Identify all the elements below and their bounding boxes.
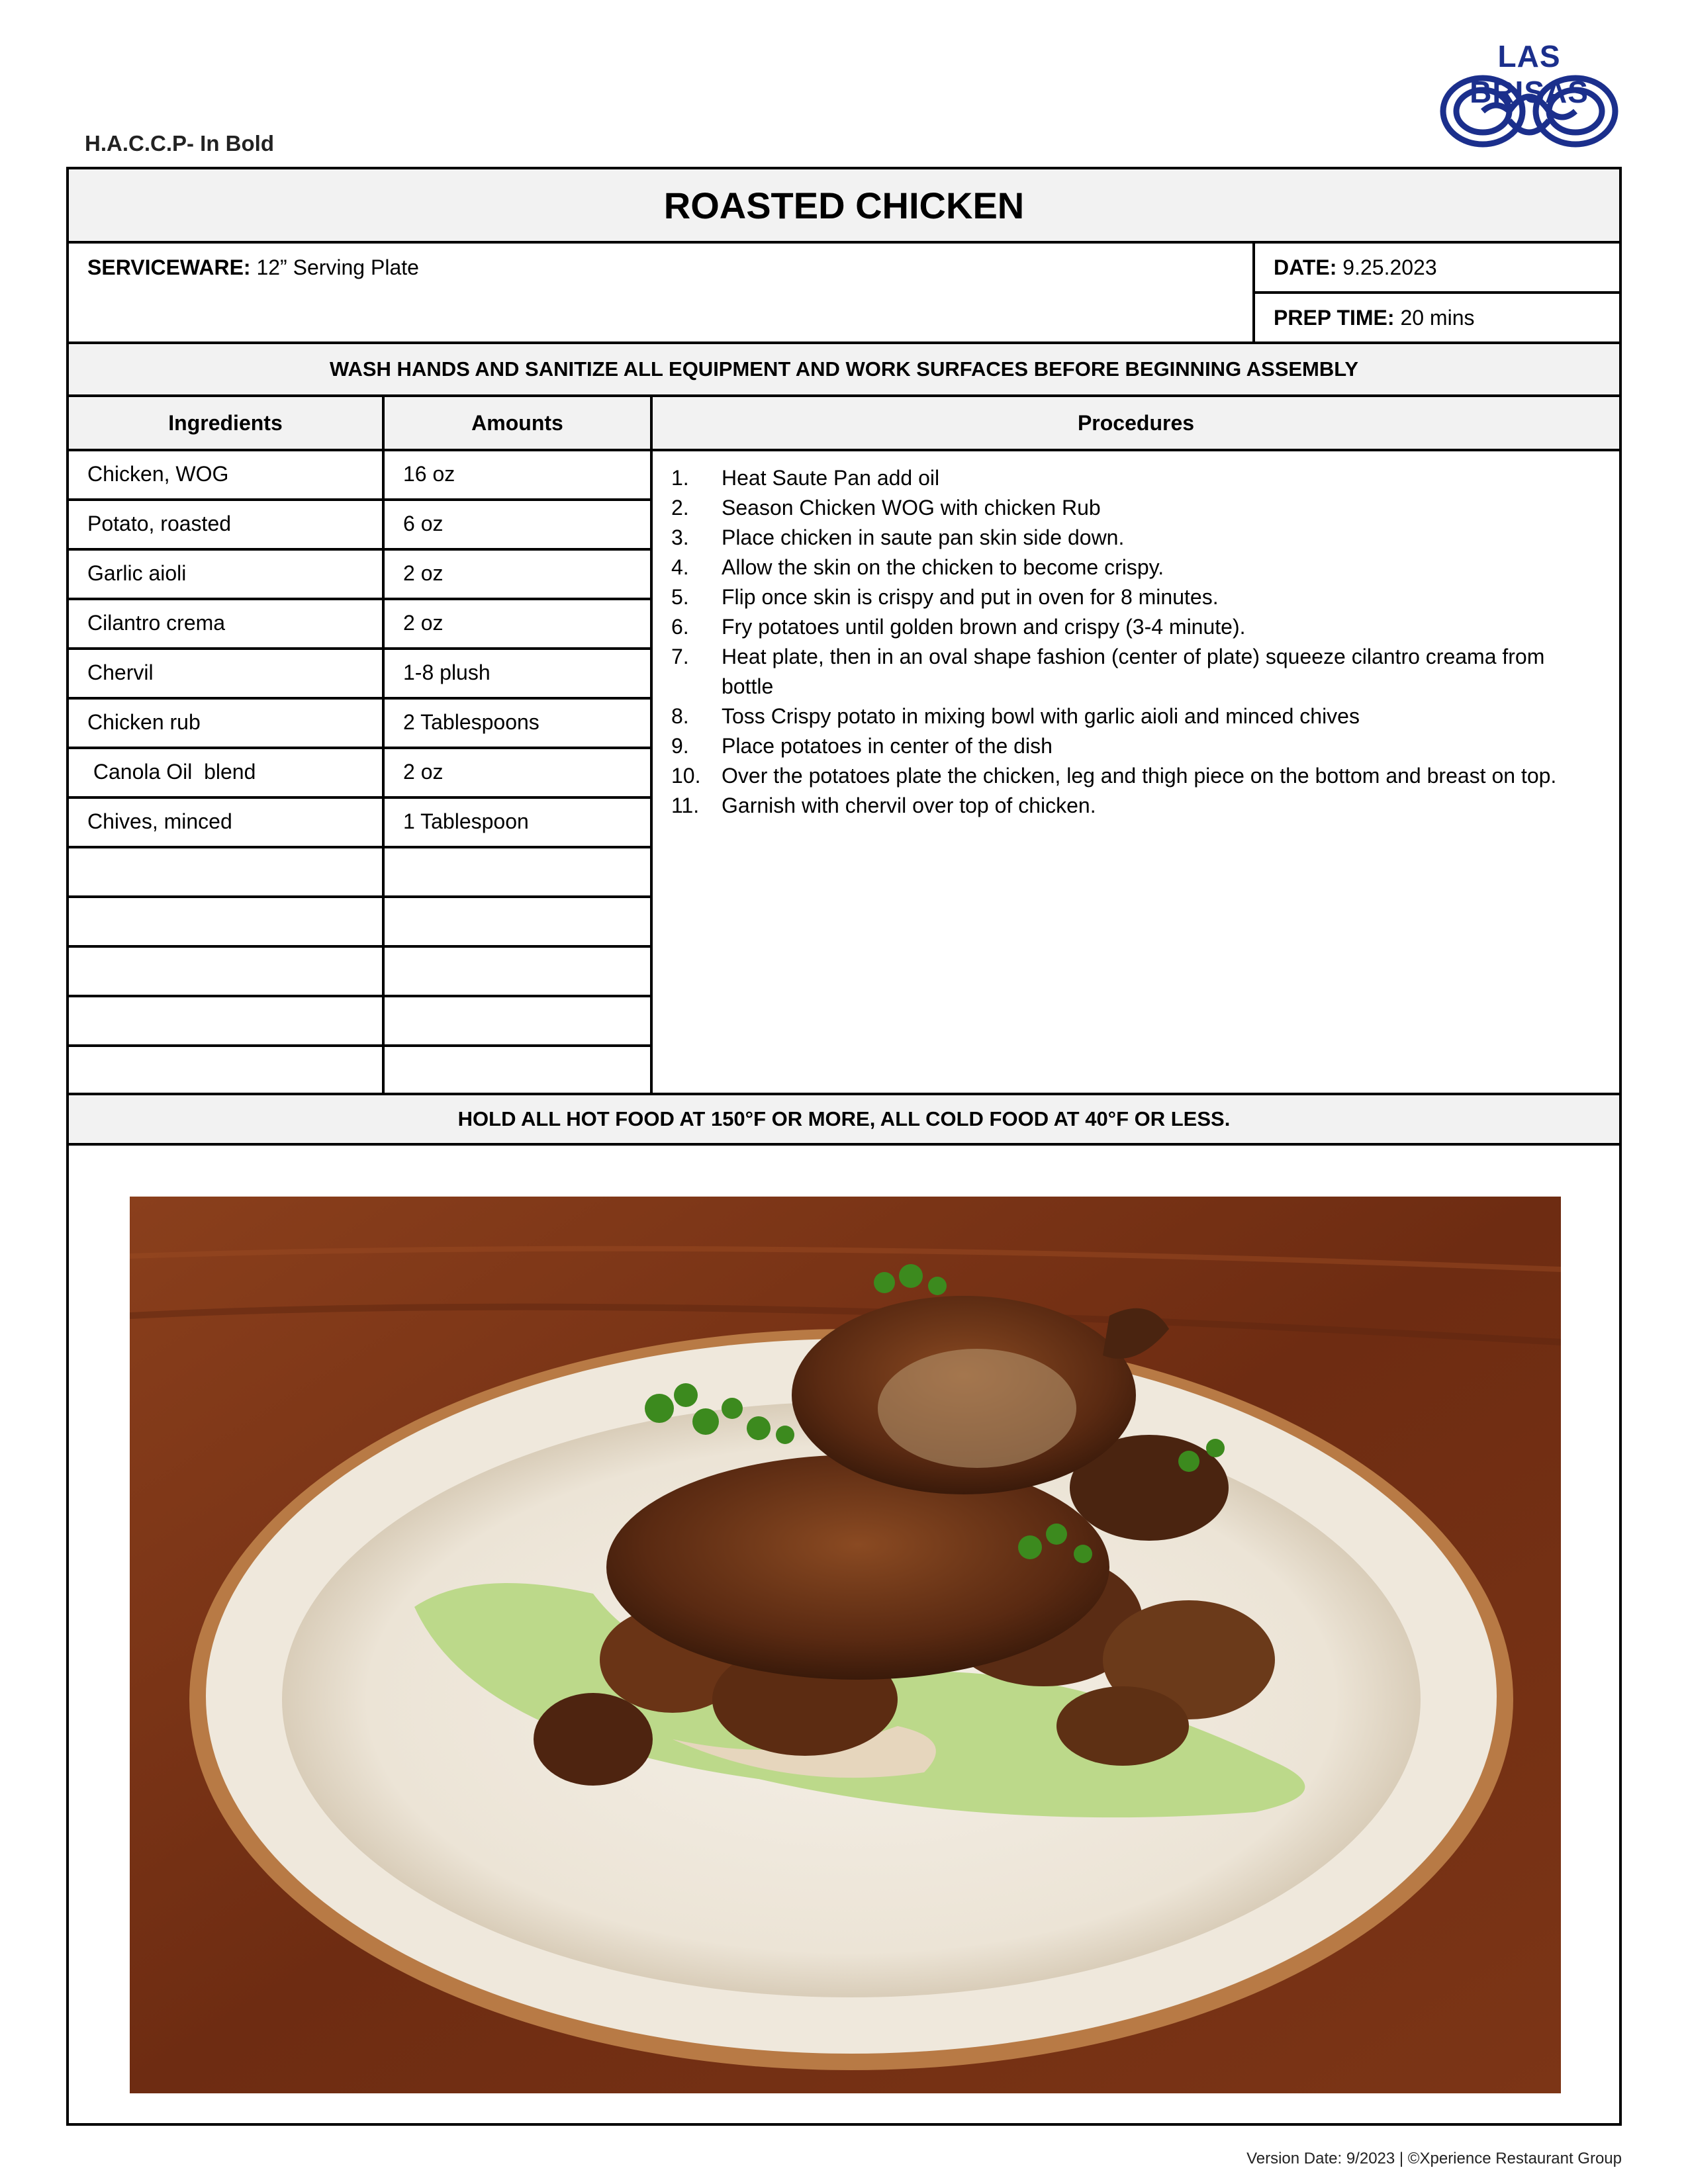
step-number: 1. — [671, 466, 689, 490]
amount-cell — [385, 848, 653, 898]
table-row — [69, 749, 653, 799]
step-text: Place chicken in saute pan skin side down. — [722, 525, 1125, 549]
step-number: 8. — [671, 704, 689, 728]
las-brisas-logo — [1436, 38, 1622, 151]
dish-photo — [130, 1197, 1561, 2093]
procedure-step — [671, 702, 1579, 731]
procedures-header: Procedures — [653, 397, 1619, 451]
ingredient-cell — [69, 848, 385, 898]
amount-cell — [385, 1047, 653, 1097]
date-label: DATE: — [1274, 255, 1337, 279]
procedure-step — [671, 523, 1579, 553]
table-row — [69, 898, 653, 948]
ingredient-cell: Canola Oil blend — [69, 749, 385, 799]
serviceware-value: 12” Serving Plate — [250, 255, 419, 279]
step-text: Toss Crispy potato in mixing bowl with garlic aioli and minced chives — [722, 704, 1360, 728]
ingredients-header: Ingredients — [69, 397, 385, 451]
procedure-step — [671, 791, 1579, 821]
amount-cell: 2 oz — [385, 551, 653, 600]
table-row — [69, 600, 653, 650]
ingredient-cell: Chicken, WOG — [69, 451, 385, 501]
ingredient-cell — [69, 997, 385, 1047]
wave-logo-icon — [1436, 73, 1622, 151]
date-cell — [1255, 244, 1619, 294]
step-number: 6. — [671, 615, 689, 639]
version-footer: Version Date: 9/2023 | ©Xperience Restaurant Group — [1246, 2150, 1622, 2167]
ingredient-cell: Chervil — [69, 650, 385, 700]
table-row — [69, 650, 653, 700]
serviceware-label: SERVICEWARE: — [87, 255, 251, 279]
amount-cell: 16 oz — [385, 451, 653, 501]
step-number: 2. — [671, 496, 689, 520]
amount-cell: 2 oz — [385, 600, 653, 650]
step-text: Heat plate, then in an oval shape fashion (center of plate) squeeze cilantro creama from bottle — [722, 645, 1545, 698]
ingredient-cell: Chicken rub — [69, 700, 385, 749]
ingredient-cell: Garlic aioli — [69, 551, 385, 600]
serviceware-cell — [69, 244, 1255, 344]
prep-time-value: 20 mins — [1394, 306, 1475, 330]
step-number: 9. — [671, 734, 689, 758]
date-value: 9.25.2023 — [1336, 255, 1437, 279]
ingredient-cell: Potato, roasted — [69, 501, 385, 551]
ingredient-cell — [69, 898, 385, 948]
ingredient-cell: Chives, minced — [69, 799, 385, 848]
procedure-step — [671, 493, 1579, 523]
table-row — [69, 948, 653, 997]
prep-time-cell — [1255, 294, 1619, 344]
procedure-step — [671, 761, 1579, 791]
amount-cell: 1-8 plush — [385, 650, 653, 700]
step-text: Heat Saute Pan add oil — [722, 466, 940, 490]
table-row — [69, 551, 653, 600]
recipe-card — [66, 167, 1622, 2126]
amounts-header: Amounts — [385, 397, 653, 451]
procedure-step — [671, 642, 1579, 702]
recipe-title: ROASTED CHICKEN — [69, 169, 1619, 244]
table-row — [69, 501, 653, 551]
step-text: Season Chicken WOG with chicken Rub — [722, 496, 1101, 520]
procedure-step — [671, 731, 1579, 761]
table-row — [69, 848, 653, 898]
amount-cell: 1 Tablespoon — [385, 799, 653, 848]
procedure-list — [671, 463, 1579, 821]
amount-cell — [385, 898, 653, 948]
ingredient-cell — [69, 948, 385, 997]
prep-time-label: PREP TIME: — [1274, 306, 1395, 330]
procedure-step — [671, 463, 1579, 493]
procedure-step — [671, 582, 1579, 612]
ingredients-table — [69, 451, 653, 1097]
step-number: 7. — [671, 645, 689, 668]
step-text: Flip once skin is crispy and put in oven for 8 minutes. — [722, 585, 1219, 609]
ingredient-cell: Cilantro crema — [69, 600, 385, 650]
table-row — [69, 799, 653, 848]
table-row — [69, 1047, 653, 1097]
step-number: 3. — [671, 525, 689, 549]
table-row — [69, 700, 653, 749]
hold-temperature-notice: HOLD ALL HOT FOOD AT 150°F OR MORE, ALL COLD FOOD AT 40°F OR LESS. — [69, 1093, 1619, 1146]
procedure-step — [671, 553, 1579, 582]
procedure-step — [671, 612, 1579, 642]
haccp-note: H.A.C.C.P- In Bold — [85, 131, 274, 156]
ingredient-cell — [69, 1047, 385, 1097]
amount-cell — [385, 997, 653, 1047]
amount-cell — [385, 948, 653, 997]
wash-hands-notice: WASH HANDS AND SANITIZE ALL EQUIPMENT AND WORK SURFACES BEFORE BEGINNING ASSEMBLY — [69, 344, 1619, 397]
step-text: Place potatoes in center of the dish — [722, 734, 1053, 758]
step-number: 5. — [671, 585, 689, 609]
table-row — [69, 451, 653, 501]
amount-cell: 2 oz — [385, 749, 653, 799]
step-number: 4. — [671, 555, 689, 579]
step-text: Over the potatoes plate the chicken, leg and thigh piece on the bottom and breast on top. — [722, 764, 1557, 788]
step-text: Fry potatoes until golden brown and crispy (3-4 minute). — [722, 615, 1246, 639]
step-number: 11. — [671, 794, 700, 817]
amount-cell: 6 oz — [385, 501, 653, 551]
step-text: Allow the skin on the chicken to become crispy. — [722, 555, 1164, 579]
amount-cell: 2 Tablespoons — [385, 700, 653, 749]
table-row — [69, 997, 653, 1047]
step-number: 10. — [671, 764, 701, 788]
step-text: Garnish with chervil over top of chicken. — [722, 794, 1096, 817]
logo-text: LAS BRISAS — [1470, 39, 1589, 109]
